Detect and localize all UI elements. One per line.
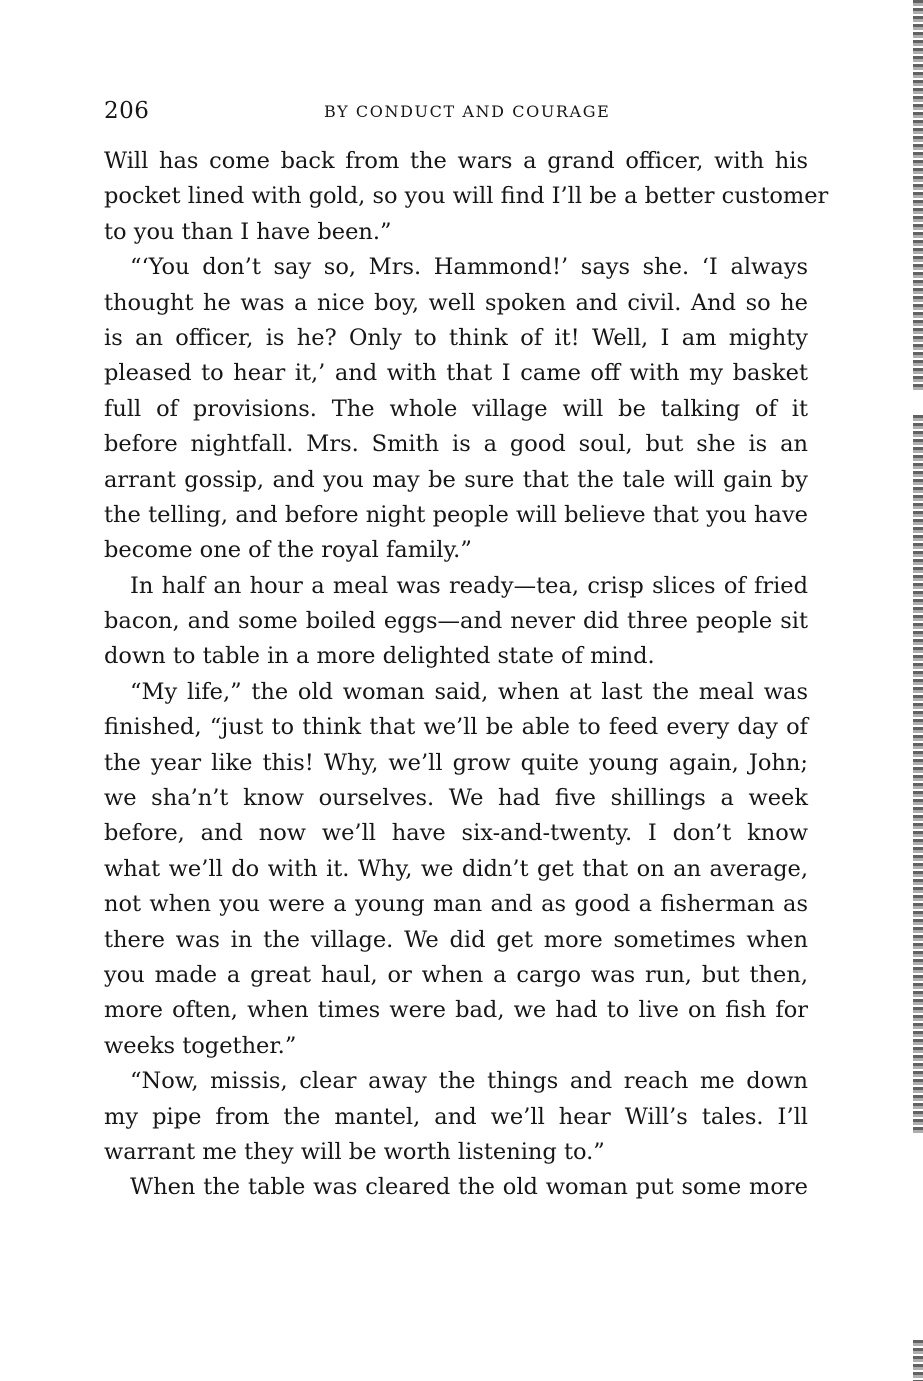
text-line: we sha’n’t know ourselves. We had five shillings a week <box>104 785 808 812</box>
text-line: not when you were a young man and as good a fisherman as <box>104 891 808 918</box>
text-line: is an officer, is he? Only to think of it! Well, I am mighty <box>104 324 808 351</box>
text-line: the telling, and before night people will believe that you have <box>104 501 808 528</box>
text-line: what we’ll do with it. Why, we didn’t get that on an average, <box>104 855 808 882</box>
text-line: “My life,” the old woman said, when at last the meal was <box>130 678 808 705</box>
text-line: my pipe from the mantel, and we’ll hear Will’s tales. I’ll <box>104 1103 808 1130</box>
text-line: the year like this! Why, we’ll grow quite young again, John; <box>104 749 808 776</box>
running-head <box>104 94 808 128</box>
scan-edge-shadow <box>913 415 923 1135</box>
text-line: you made a great haul, or when a cargo was run, but then, <box>104 961 808 988</box>
text-line: pocket lined with gold, so you will find I’ll be a better customer <box>104 183 829 210</box>
text-line: down to table in a more delighted state of mind. <box>104 643 655 670</box>
text-line: “Now, missis, clear away the things and reach me down <box>130 1068 808 1095</box>
text-line: to you than I have been.” <box>104 218 392 245</box>
paragraph <box>104 250 808 569</box>
text-line: arrant gossip, and you may be sure that the tale will gain by <box>104 466 808 493</box>
text-line: weeks together.” <box>104 1032 297 1059</box>
paragraph <box>104 144 829 250</box>
text-line: become one of the royal family.” <box>104 537 472 564</box>
text-line: pleased to hear it,’ and with that I came off with my basket <box>104 360 808 387</box>
text-line: “‘You don’t say so, Mrs. Hammond!’ says she. ‘I always <box>130 254 808 281</box>
text-line: When the table was cleared the old woman put some more <box>130 1174 808 1201</box>
text-line: before, and now we’ll have six-and-twenty. I don’t know <box>104 820 808 847</box>
text-line: there was in the village. We did get more sometimes when <box>104 926 808 953</box>
text-line: before nightfall. Mrs. Smith is a good soul, but she is an <box>104 431 808 458</box>
text-line: thought he was a nice boy, well spoken and civil. And so he <box>104 289 808 316</box>
text-line: finished, “just to think that we’ll be able to feed every day of <box>104 714 808 741</box>
text-line: Will has come back from the wars a grand officer, with his <box>104 148 808 174</box>
body-text <box>104 144 829 1206</box>
text-line: bacon, and some boiled eggs—and never did three people sit <box>104 608 808 635</box>
paragraph <box>104 675 808 1064</box>
text-line: In half an hour a meal was ready—tea, crisp slices of fried <box>130 572 808 599</box>
paragraph <box>104 569 808 675</box>
text-line: warrant me they will be worth listening to.” <box>104 1138 605 1165</box>
text-line: full of provisions. The whole village will be talking of it <box>104 395 808 422</box>
page-number: 206 <box>104 98 150 124</box>
running-title: BY CONDUCT AND COURAGE <box>324 102 611 121</box>
paragraph <box>104 1170 808 1205</box>
scan-edge-shadow <box>913 1340 923 1381</box>
paragraph <box>104 1064 808 1170</box>
text-line: more often, when times were bad, we had to live on fish for <box>104 997 808 1024</box>
scan-edge-shadow <box>913 0 923 390</box>
